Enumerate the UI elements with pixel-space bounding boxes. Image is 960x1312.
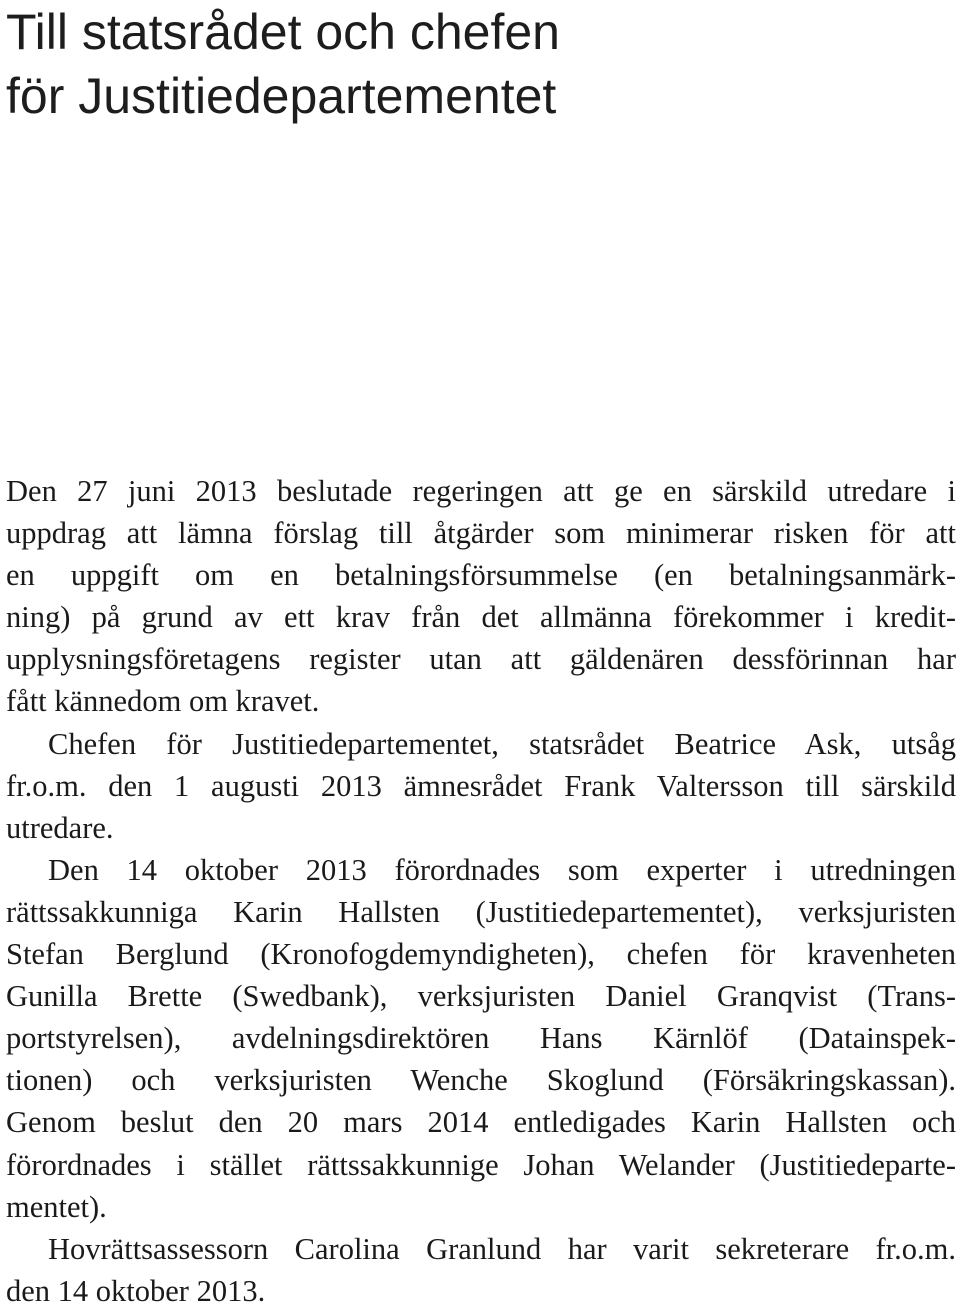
text-line: portstyrelsen), avdelningsdirektören Hans Kärnlöf (Datainspek- xyxy=(6,1021,956,1056)
paragraph-assignment xyxy=(6,470,956,723)
text-line: upplysningsföretagens register utan att gäldenären dessförinnan har xyxy=(6,642,956,677)
paragraph-experts xyxy=(6,849,956,1228)
text-line: fr.o.m. den 1 augusti 2013 ämnesrådet Frank Valtersson till särskild xyxy=(6,768,956,803)
text-line: förordnades i stället rättssakkunnige Johan Welander (Justitiedeparte- xyxy=(6,1147,956,1182)
text-line: Den 14 oktober 2013 förordnades som experter i utredningen xyxy=(48,852,956,887)
text-line: rättssakkunniga Karin Hallsten (Justitiedepartementet), verksjuristen xyxy=(6,894,956,929)
text-line: ning) på grund av ett krav från det allmänna förekommer i kredit- xyxy=(6,600,956,635)
text-line: en uppgift om en betalningsförsummelse (en betalningsanmärk- xyxy=(6,558,956,593)
page-title xyxy=(6,0,946,128)
paragraph-secretary xyxy=(6,1228,956,1312)
title-line: för Justitiedepartementet xyxy=(6,68,557,124)
text-line: uppdrag att lämna förslag till åtgärder som minimerar risken för att xyxy=(6,516,956,551)
text-line: Hovrättsassessorn Carolina Granlund har varit sekreterare fr.o.m. xyxy=(48,1231,956,1266)
text-line: Chefen för Justitiedepartementet, statsrådet Beatrice Ask, utsåg xyxy=(48,726,956,761)
text-line: tionen) och verksjuristen Wenche Skoglund (Försäkringskassan). xyxy=(6,1063,956,1098)
text-line: fått kännedom om kravet. xyxy=(6,684,320,719)
paragraph-appointment xyxy=(6,723,956,849)
title-line: Till statsrådet och chefen xyxy=(6,4,560,60)
document-body xyxy=(6,470,956,1312)
text-line: Gunilla Brette (Swedbank), verksjuristen Daniel Granqvist (Trans- xyxy=(6,979,956,1014)
text-line: Stefan Berglund (Kronofogdemyndigheten), chefen för kravenheten xyxy=(6,937,956,972)
text-line: Den 27 juni 2013 beslutade regeringen att ge en särskild utredare i xyxy=(6,474,956,508)
text-line: Genom beslut den 20 mars 2014 entledigades Karin Hallsten och xyxy=(6,1105,956,1140)
text-line: mentet). xyxy=(6,1189,107,1224)
text-line: den 14 oktober 2013. xyxy=(6,1273,266,1308)
text-line: utredare. xyxy=(6,810,114,845)
